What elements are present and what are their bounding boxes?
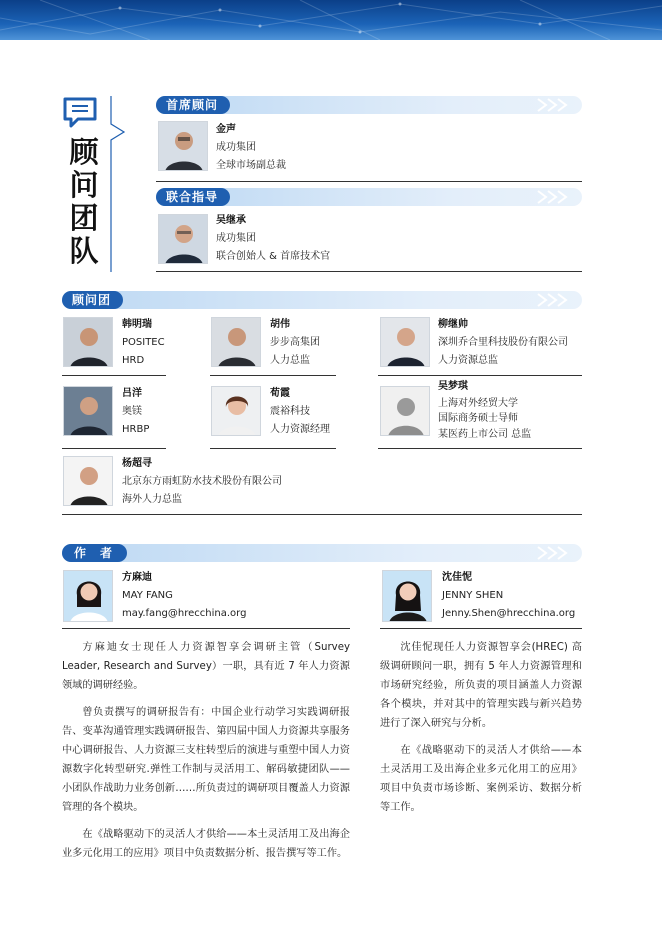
- divider: [380, 628, 582, 629]
- person-title: HRBP: [122, 424, 150, 435]
- person-name: 杨超寻: [122, 458, 152, 469]
- person-name: 方麻迪: [122, 572, 152, 583]
- author-bio: [62, 638, 350, 871]
- joint-guidance-card: [216, 212, 330, 266]
- chat-icon: [62, 96, 98, 130]
- avatar: [63, 456, 113, 506]
- chief-advisor-card: [216, 121, 286, 175]
- section-label: 作 者: [62, 544, 127, 562]
- author-card: [442, 569, 575, 623]
- person-name: 胡伟: [270, 319, 290, 330]
- bio-paragraph: 在《战略驱动下的灵活人才供给——本土灵活用工及出海企业多元化用工的应用》项目中负责数据分析、报告撰写等工作。: [62, 829, 350, 859]
- header-banner: [0, 0, 662, 40]
- divider: [62, 514, 582, 515]
- person-email: Jenny.Shen@hrecchina.org: [442, 608, 576, 619]
- divider: [62, 375, 166, 376]
- advisor-card: [122, 316, 165, 370]
- person-name: 荀霞: [270, 388, 290, 399]
- person-title: 全球市场副总裁: [216, 160, 286, 171]
- arrows-icon: [536, 97, 570, 113]
- person-org: 上海对外经贸大学: [438, 398, 518, 409]
- avatar: [382, 570, 432, 622]
- user-silhouette-icon: [381, 387, 430, 436]
- avatar: [211, 386, 261, 436]
- person-org: 步步高集团: [270, 337, 320, 348]
- person-name: 金声: [216, 124, 236, 135]
- person-name: 吴继承: [216, 215, 246, 226]
- bio-paragraph: 沈佳怩现任人力资源智享会(HREC) 高级调研顾问一职，拥有 5 年人力资源管理和市场研究经验，所负责的项目涵盖人力资源各个模块，并对其中的管理实践与新兴趋势进行了深入研究与分析。: [380, 642, 582, 729]
- divider: [156, 271, 582, 272]
- section-label: 顾问团: [62, 291, 123, 309]
- person-name: 吕洋: [122, 388, 142, 399]
- divider: [378, 375, 582, 376]
- section-label: 首席顾问: [156, 96, 230, 114]
- section-bar-advisory-group: [62, 291, 582, 309]
- person-org: 奥镁: [122, 406, 142, 417]
- person-org: 成功集团: [216, 142, 256, 153]
- advisor-card: [122, 385, 149, 439]
- divider: [62, 628, 350, 629]
- avatar: [211, 317, 261, 367]
- section-bar-chief-advisor: [156, 96, 582, 114]
- divider: [378, 448, 582, 449]
- person-title: 人力资源经理: [270, 424, 330, 435]
- person-org: 深圳乔合里科技股份有限公司: [438, 337, 568, 348]
- person-english-name: MAY FANG: [122, 590, 173, 601]
- person-email: may.fang@hrecchina.org: [122, 608, 247, 619]
- person-title: 人力资源总监: [438, 355, 498, 366]
- person-title: HRD: [122, 355, 145, 366]
- arrows-icon: [536, 545, 570, 561]
- bio-paragraph: 在《战略驱动下的灵活人才供给——本土灵活用工及出海企业多元化用工的应用》项目中负责市场诊断、案例采访、数据分析等工作。: [380, 745, 582, 813]
- divider: [210, 375, 336, 376]
- person-title: 人力总监: [270, 355, 310, 366]
- person-org: 北京东方雨虹防水技术股份有限公司: [122, 476, 282, 487]
- avatar: [158, 121, 208, 171]
- avatar: [63, 386, 113, 436]
- person-english-name: JENNY SHEN: [442, 590, 504, 601]
- divider: [156, 181, 582, 182]
- person-name: 沈佳怩: [442, 572, 472, 583]
- advisor-card: [438, 316, 568, 370]
- arrows-icon: [536, 292, 570, 308]
- author-bio: [380, 638, 582, 825]
- person-title: 某医药上市公司 总监: [438, 429, 532, 440]
- title-char: 团: [69, 201, 99, 235]
- bio-paragraph: 曾负责撰写的调研报告有：中国企业行动学习实践调研报告、变革沟通管理实践调研报告、第四届中国人力资源共享服务中心调研报告、人力资源三支柱转型后的演进与重塑中国人力资源数字化转型研究.弹性工作制与灵活用工、解码敏捷团队——小团队作战助力业务创新……所负责过的调研项目覆盖人力资源管理的各个模块。: [62, 707, 350, 813]
- person-name: 柳继帅: [438, 319, 468, 330]
- section-bar-joint-guidance: [156, 188, 582, 206]
- page-title: [64, 136, 104, 268]
- person-org: 成功集团: [216, 233, 256, 244]
- section-label: 联合指导: [156, 188, 230, 206]
- person-name: 韩明瑞: [122, 319, 152, 330]
- person-title: 联合创始人 & 首席技术官: [216, 251, 331, 262]
- person-name: 吴梦琪: [438, 381, 468, 392]
- bio-paragraph: 方麻迪女士现任人力资源智享会调研主管（Survey Leader, Research and Survey）一职，具有近 7 年人力资源领域的调研经验。: [62, 642, 350, 691]
- advisor-card: [270, 316, 320, 370]
- advisor-card: [122, 455, 282, 509]
- title-divider: [110, 96, 128, 272]
- avatar: [380, 317, 430, 367]
- avatar: [63, 317, 113, 367]
- section-bar-authors: [62, 544, 582, 562]
- avatar-placeholder: [380, 386, 430, 436]
- divider: [62, 448, 166, 449]
- person-title: 国际商务硕士导师: [438, 413, 518, 424]
- title-char: 顾: [69, 135, 99, 169]
- person-org: POSITEC: [122, 337, 165, 348]
- divider: [210, 448, 336, 449]
- avatar: [158, 214, 208, 264]
- advisor-card: [270, 385, 330, 439]
- title-char: 队: [69, 234, 99, 268]
- person-org: 震裕科技: [270, 406, 310, 417]
- author-card: [122, 569, 246, 623]
- title-char: 问: [69, 168, 99, 202]
- avatar: [63, 570, 113, 622]
- advisor-card: [438, 378, 531, 444]
- person-title: 海外人力总监: [122, 494, 182, 505]
- arrows-icon: [536, 189, 570, 205]
